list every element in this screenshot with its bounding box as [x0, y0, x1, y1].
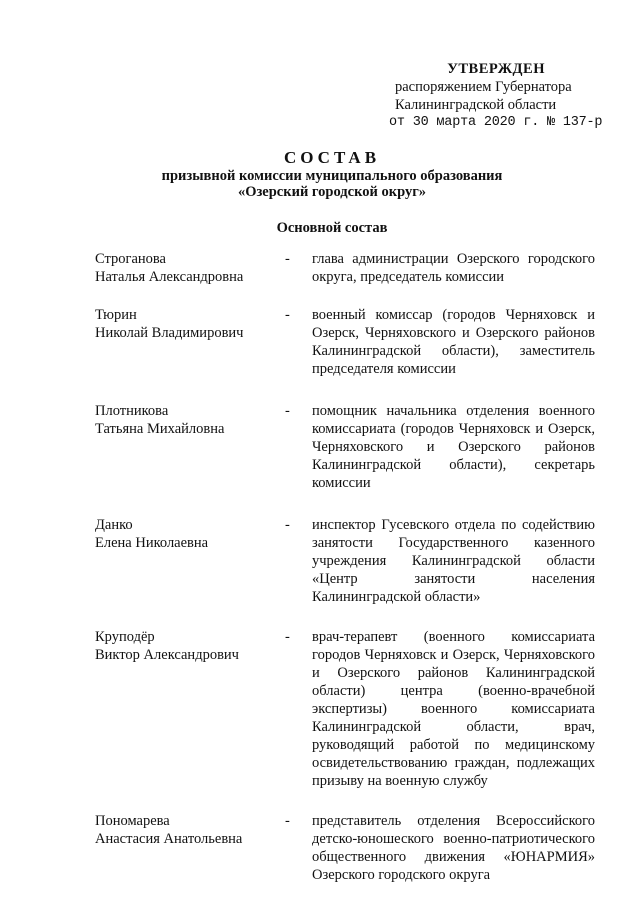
- member-row: [95, 402, 595, 492]
- member-row: [95, 812, 595, 884]
- member-role: представитель отделения Всероссийского детско-юношеского военно-патриотического общественного движения «ЮНАРМИЯ» Озерского городского округа: [312, 813, 595, 883]
- dash-separator: -: [285, 629, 290, 645]
- member-surname: Данко: [95, 517, 133, 533]
- member-surname: Строганова: [95, 251, 166, 267]
- section-title: Основной состав: [276, 220, 388, 236]
- member-surname: Пономарева: [95, 813, 170, 829]
- member-role: помощник начальника отделения военного комиссариата (городов Черняховск и Озерск, Черняховского и Озерского районов Калининградской области), секретарь комиссии: [312, 403, 595, 491]
- member-name: [95, 250, 285, 286]
- member-given-name: Анастасия Анатольевна: [95, 831, 243, 847]
- member-row: [95, 306, 595, 378]
- dash-separator: -: [285, 307, 290, 323]
- member-name: [95, 402, 285, 492]
- member-name: [95, 306, 285, 378]
- member-given-name: Николай Владимирович: [95, 325, 244, 341]
- member-surname: Тюрин: [95, 307, 137, 323]
- member-role: глава администрации Озерского городского округа, председатель комиссии: [312, 251, 595, 285]
- document-subtitle-2: «Озерский городской округ»: [237, 184, 427, 200]
- document-heading: [0, 148, 640, 237]
- member-surname: Круподёр: [95, 629, 155, 645]
- document-subtitle-1: призывной комиссии муниципального образования: [161, 168, 503, 184]
- member-row: [95, 628, 595, 790]
- member-name: [95, 812, 285, 884]
- approval-title: УТВЕРЖДЕН: [447, 61, 545, 77]
- member-given-name: Наталья Александровна: [95, 269, 244, 285]
- dash-separator: -: [285, 813, 290, 829]
- member-given-name: Виктор Александрович: [95, 647, 239, 663]
- member-row: [95, 516, 595, 606]
- dash-separator: -: [285, 517, 290, 533]
- member-given-name: Елена Николаевна: [95, 535, 209, 551]
- member-name: [95, 516, 285, 606]
- approval-line-2: Калининградской области: [395, 97, 557, 113]
- dash-separator: -: [285, 403, 290, 419]
- dash-separator: -: [285, 251, 290, 267]
- document-title: СОСТАВ: [283, 148, 381, 167]
- approval-line-1: распоряжением Губернатора: [395, 79, 572, 95]
- member-surname: Плотникова: [95, 403, 169, 419]
- member-name: [95, 628, 285, 790]
- approval-block: [389, 60, 603, 132]
- members-list: [95, 250, 595, 884]
- member-row: [95, 250, 595, 286]
- member-given-name: Татьяна Михайловна: [95, 421, 225, 437]
- approval-date: от 30 марта 2020 г. № 137-р: [389, 115, 603, 130]
- member-role: военный комиссар (городов Черняховск и Озерск, Черняховского и Озерского районов Калининградской области), заместитель председателя комиссии: [312, 307, 595, 377]
- member-role: врач-терапевт (военного комиссариата городов Черняховск и Озерск, Черняховского и Озерского районов Калининградской области) центра (военно-врачебной экспертизы) военного комиссариата Калининградской области, врач, руководящий работой по медицинскому освидетельствованию граждан, подлежащих призыву на военную службу: [312, 629, 595, 789]
- member-role: инспектор Гусевского отдела по содействию занятости Государственного казенного учреждения Калининградской области «Центр занятости населения Калининградской области»: [312, 517, 595, 605]
